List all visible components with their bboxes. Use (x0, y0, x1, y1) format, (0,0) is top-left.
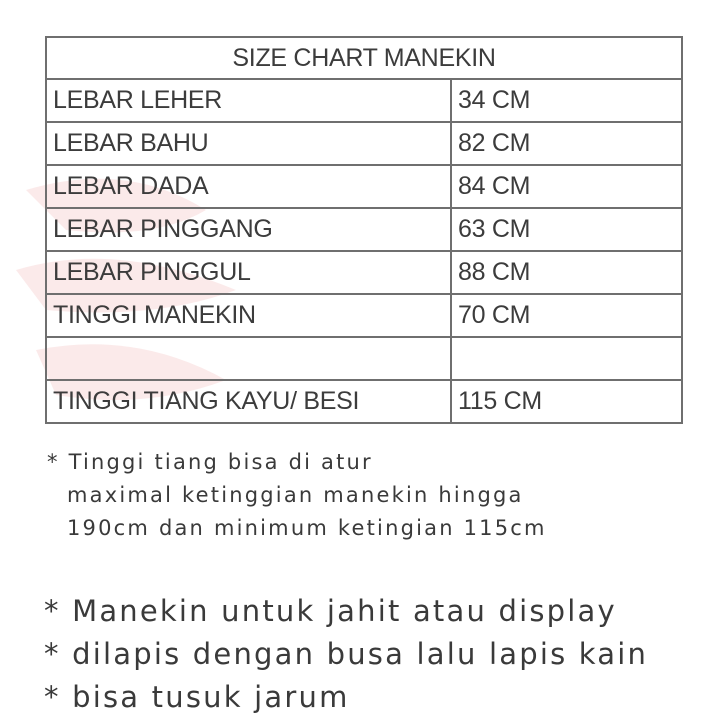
feature-list (44, 590, 648, 719)
row-value: 84 CM (451, 165, 682, 208)
row-label: LEBAR PINGGUL (46, 251, 451, 294)
table-row (46, 251, 682, 294)
row-label: LEBAR BAHU (46, 122, 451, 165)
feature-item: * Manekin untuk jahit atau display (44, 594, 617, 628)
table-row (46, 165, 682, 208)
table-row (46, 380, 682, 423)
row-value (451, 337, 682, 380)
feature-item: * bisa tusuk jarum (44, 680, 350, 714)
height-note (47, 446, 547, 545)
row-value: 82 CM (451, 122, 682, 165)
table-row (46, 208, 682, 251)
row-value: 34 CM (451, 79, 682, 122)
row-label (46, 337, 451, 380)
table-row (46, 79, 682, 122)
row-label: LEBAR LEHER (46, 79, 451, 122)
row-value: 88 CM (451, 251, 682, 294)
size-chart-table (45, 36, 683, 424)
table-header-row (46, 37, 682, 79)
row-label: TINGGI MANEKIN (46, 294, 451, 337)
table-row-empty (46, 337, 682, 380)
note-line: * Tinggi tiang bisa di atur (47, 450, 373, 474)
row-label: LEBAR PINGGANG (46, 208, 451, 251)
table-row (46, 122, 682, 165)
row-label: TINGGI TIANG KAYU/ BESI (46, 380, 451, 423)
table-row (46, 294, 682, 337)
note-line: 190cm dan minimum ketingian 115cm (67, 516, 547, 540)
table-title: SIZE CHART MANEKIN (46, 37, 682, 79)
feature-item: * dilapis dengan busa lalu lapis kain (44, 637, 649, 671)
note-line: maximal ketinggian manekin hingga (67, 483, 524, 507)
row-label: LEBAR DADA (46, 165, 451, 208)
row-value: 115 CM (451, 380, 682, 423)
row-value: 70 CM (451, 294, 682, 337)
row-value: 63 CM (451, 208, 682, 251)
